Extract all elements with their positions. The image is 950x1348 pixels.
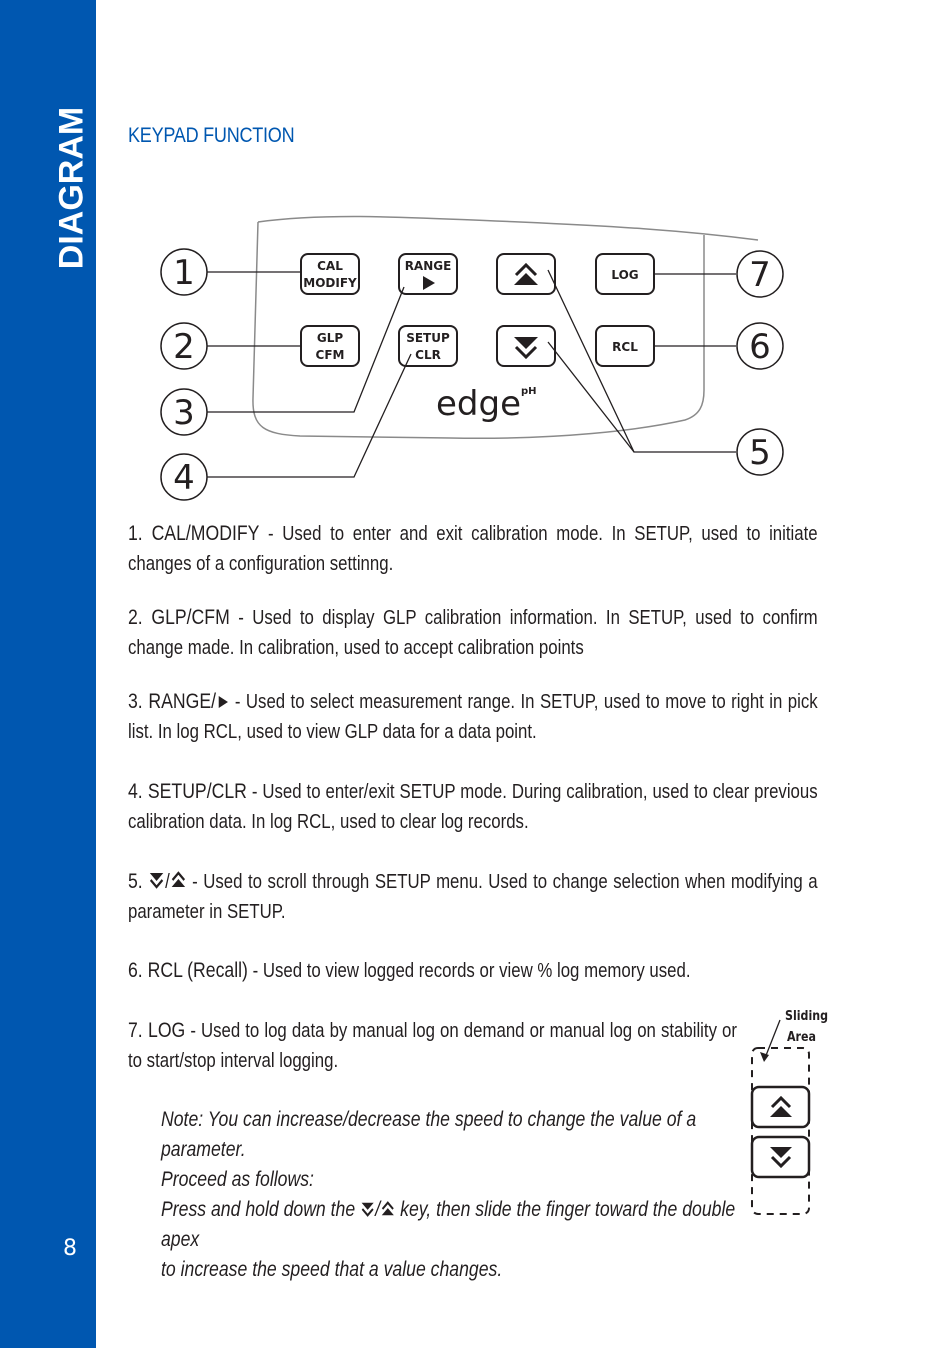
svg-text:4: 4 [173, 458, 195, 498]
item-5-lead: 5. [128, 870, 143, 893]
item-2-lead: 2. GLP/CFM [128, 606, 230, 629]
item-3-text: - Used to select measurement range. In SETUP, used to move to right in pick list. In log RCL, used to view GLP data for a data point. [128, 691, 818, 743]
key-clr-label: CLR [415, 348, 441, 362]
callout-7 [737, 251, 783, 297]
note-line-1: Note: You can increase/decrease the speed to change the value of a parameter. [161, 1108, 697, 1161]
key-glp-label: GLP [316, 331, 344, 345]
svg-text:3: 3 [173, 393, 195, 433]
note-line-3-slash: / [375, 1198, 381, 1221]
callout-2 [161, 323, 207, 369]
page-number: 8 [63, 1236, 77, 1261]
sliding-up-key [752, 1087, 809, 1127]
key-rcl[interactable] [596, 326, 654, 366]
key-modify-label: MODIFY [303, 276, 357, 290]
key-glp-cfm[interactable] [301, 326, 359, 366]
item-6 [128, 956, 818, 986]
svg-text:6: 6 [749, 327, 771, 367]
callout-5 [737, 429, 783, 475]
item-5 [128, 867, 818, 927]
key-rcl-label: RCL [612, 340, 638, 354]
item-6-text: - Used to view logged records or view % log memory used. [247, 960, 691, 982]
note-line-2: Proceed as follows: [161, 1168, 314, 1191]
note-line-3-post: key, then slide the finger toward the double apex [161, 1198, 736, 1251]
item-1-lead: 1. CAL/MODIFY [128, 522, 260, 545]
key-cfm-label: CFM [315, 348, 345, 362]
sliding-down-key [752, 1137, 809, 1177]
item-4-text: - Used to enter/exit SETUP mode. During calibration, used to clear previous calibration data. In log RCL, used to clear log records. [128, 781, 818, 833]
svg-text:5: 5 [749, 433, 771, 473]
key-log[interactable] [596, 254, 654, 294]
leader-lines [207, 270, 736, 477]
item-3 [128, 687, 818, 747]
note-line-3-pre: Press and hold down the [161, 1198, 356, 1221]
item-6-lead: 6. RCL (Recall) [128, 959, 248, 982]
callout-3 [161, 389, 207, 435]
item-3-lead: 3. RANGE/ [128, 690, 217, 713]
key-log-label: LOG [611, 268, 639, 282]
double-down-icon [148, 870, 165, 890]
callout-4 [161, 454, 207, 500]
note-line-4: to increase the speed that a value changes. [161, 1258, 503, 1281]
key-range-label: RANGE [404, 259, 452, 273]
item-2-text: - Used to display GLP calibration information. In SETUP, used to confirm change made. In calibration, used to accept calibration points [128, 607, 818, 659]
sliding-pointer-arrowhead [760, 1052, 769, 1062]
item-2 [128, 603, 818, 663]
section-heading: KEYPAD FUNCTION [128, 124, 295, 147]
key-cal-label: CAL [317, 259, 343, 273]
item-7 [128, 1016, 737, 1076]
sliding-area-outline [752, 1048, 809, 1214]
note-line-3 [161, 1195, 749, 1255]
device-outline [258, 217, 758, 240]
key-cal-modify[interactable] [301, 254, 359, 294]
svg-text:7: 7 [749, 255, 771, 295]
double-up-icon [170, 870, 187, 890]
key-up[interactable] [497, 254, 555, 294]
right-arrow-icon [216, 694, 229, 710]
item-7-lead: 7. LOG [128, 1019, 186, 1042]
callout-6 [737, 323, 783, 369]
key-setup-label: SETUP [406, 331, 450, 345]
area-label: Area [787, 1030, 816, 1045]
brand-logo: edge [436, 384, 521, 424]
item-7-text: - Used to log data by manual log on demand or manual log on stability or to start/stop interval logging. [128, 1020, 737, 1072]
key-range[interactable] [399, 254, 457, 294]
keypad-diagram [0, 0, 950, 520]
svg-text:2: 2 [173, 327, 195, 367]
note [161, 1105, 749, 1285]
item-5-text: - Used to scroll through SETUP menu. Used to change selection when modifying a parameter in SETUP. [128, 871, 818, 923]
callout-1 [161, 249, 207, 295]
item-4-lead: 4. SETUP/CLR [128, 780, 247, 803]
sliding-label: Sliding [785, 1009, 829, 1024]
double-down-icon [360, 1200, 375, 1218]
key-down[interactable] [497, 326, 555, 366]
brand-superscript: pH [521, 386, 537, 397]
svg-text:1: 1 [173, 253, 195, 293]
item-4 [128, 777, 818, 837]
item-5-slash: / [165, 871, 170, 893]
sliding-pointer-line [765, 1020, 780, 1058]
double-up-icon [380, 1200, 395, 1218]
item-1-text: - Used to enter and exit calibration mode. In SETUP, used to initiate changes of a configuration settinng. [128, 523, 818, 575]
item-1 [128, 519, 818, 579]
sidebar-title: DIAGRAM [52, 106, 91, 270]
